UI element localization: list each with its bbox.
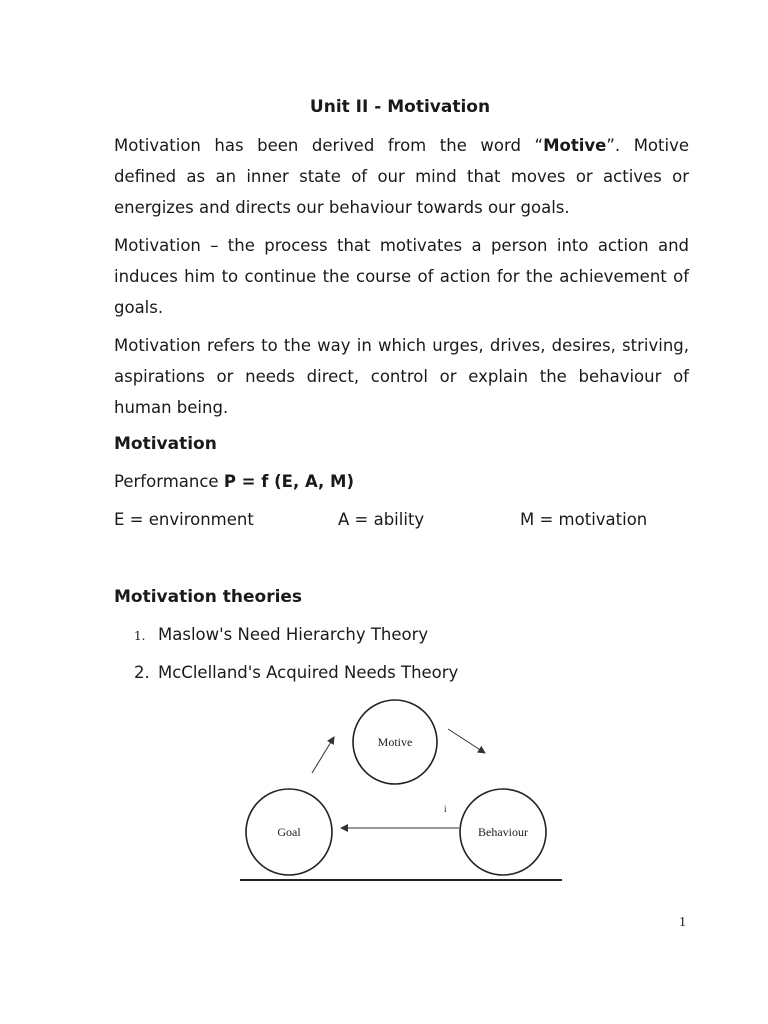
motivation-cycle-diagram: [230, 695, 575, 890]
motive-keyword: Motive: [543, 136, 607, 155]
paragraph-definition: [114, 130, 689, 223]
arrow-motive-to-behaviour: [448, 729, 485, 753]
list-item: [134, 625, 428, 644]
behaviour-label: Behaviour: [478, 825, 528, 839]
paragraph-definition-start: Motivation has been derived from the word “: [114, 136, 544, 155]
list-item: [134, 663, 458, 682]
motive-label: Motive: [377, 735, 413, 749]
diagram-stray-mark: i: [444, 804, 447, 814]
performance-formula: [114, 472, 354, 491]
list-text: McClelland's Acquired Needs Theory: [158, 663, 459, 682]
definition-ability: A = ability: [338, 510, 425, 529]
definition-motivation: M = motivation: [520, 510, 648, 529]
list-text: Maslow's Need Hierarchy Theory: [158, 625, 429, 644]
page-number: 1: [679, 915, 686, 930]
arrow-goal-to-motive: [312, 737, 334, 773]
paragraph-refers: Motivation refers to the way in which urges, drives, desires, striving, aspirations or needs direct, control or explain the behaviour of human being.: [114, 336, 689, 417]
formula-label: Performance: [114, 472, 224, 491]
formula-expression: P = f (E, A, M): [223, 472, 355, 491]
heading-motivation: Motivation: [114, 434, 217, 454]
list-number: 2.: [134, 663, 150, 682]
document-title: Unit II - Motivation: [309, 97, 491, 117]
paragraph-process: Motivation – the process that motivates a person into action and induces him to continue the course of action for the achievement of goals.: [114, 236, 689, 317]
heading-theories: Motivation theories: [114, 587, 303, 607]
paragraph-definition-end: ”. Motive defined as an inner state of our mind that moves or actives or energizes and directs our behaviour towards our goals.: [114, 136, 689, 217]
goal-label: Goal: [277, 825, 301, 839]
definition-environment: E = environment: [114, 510, 254, 529]
list-number: 1.: [134, 629, 146, 643]
